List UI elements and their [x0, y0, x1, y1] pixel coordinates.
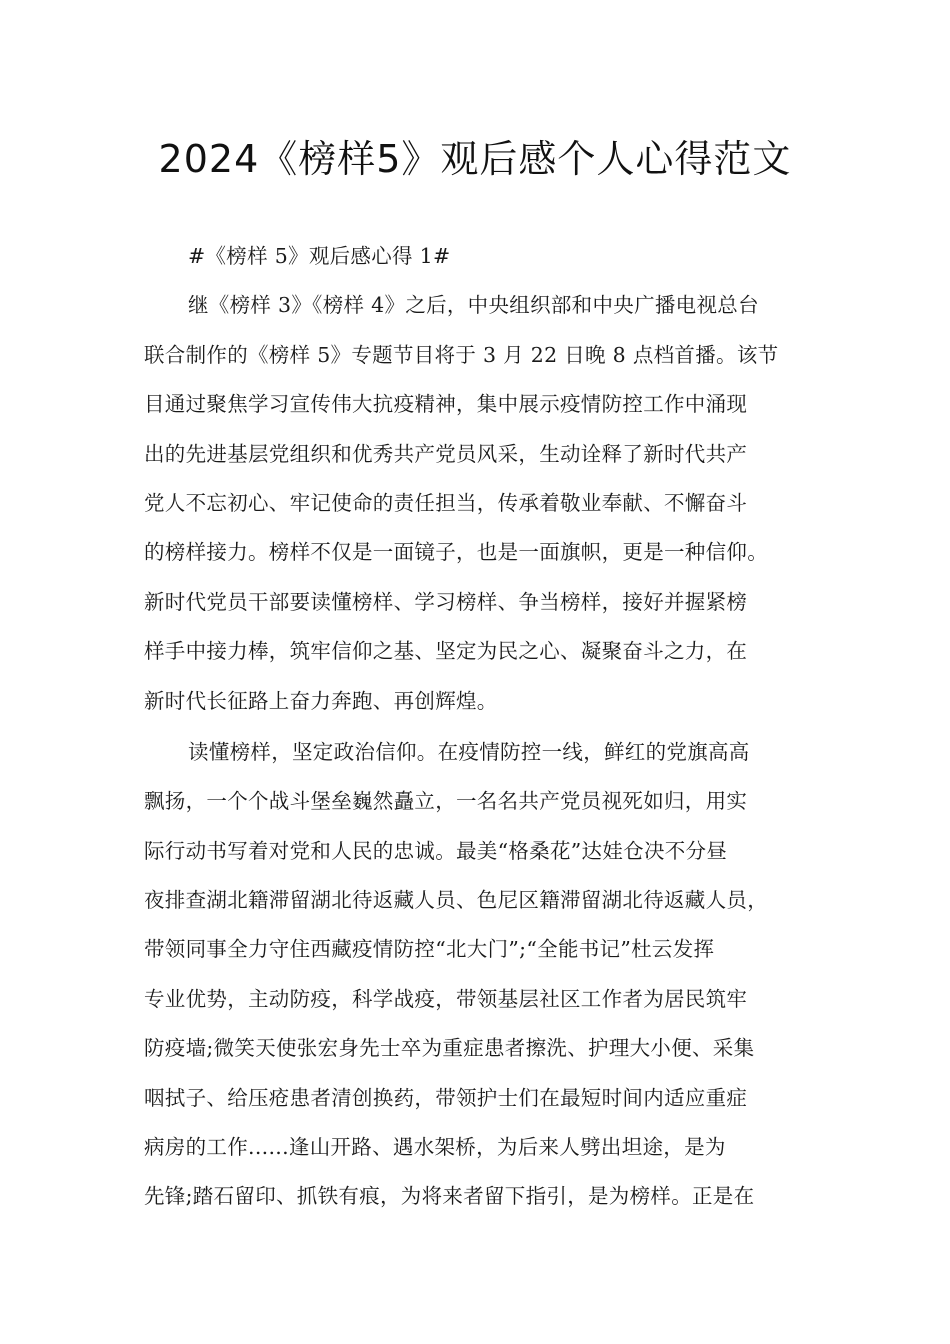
text-line: 读懂榜样，坚定政治信仰。在疫情防控一线，鲜红的党旗高高	[188, 739, 750, 764]
text-line: #《榜样 5》观后感心得 1#	[188, 244, 451, 268]
text-line: 新时代长征路上奋力奔跑、再创辉煌。	[144, 688, 498, 713]
text-line: 党人不忘初心、牢记使命的责任担当，传承着敬业奉献、不懈奋斗	[144, 490, 748, 515]
text-line: 继《榜样 3》《榜样 4》之后，中央组织部和中央广播电视总台	[188, 293, 759, 318]
document-body	[144, 232, 819, 1222]
text-line: 带领同事全力守住西藏疫情防控“北大门”;“全能书记”杜云发挥	[144, 937, 715, 962]
document-title: 2024《榜样5》观后感个人心得范文	[158, 137, 792, 181]
text-line: 新时代党员干部要读懂榜样、学习榜样、争当榜样，接好并握紧榜	[144, 589, 748, 614]
text-line: 出的先进基层党组织和优秀共产党员风采，生动诠释了新时代共产	[144, 441, 748, 466]
text-line: 际行动书写着对党和人民的忠诚。最美“格桑花”达娃仓决不分昼	[144, 838, 728, 863]
text-line: 夜排查湖北籍滞留湖北待返藏人员、色尼区籍滞留湖北待返藏人员，	[144, 888, 768, 913]
text-line: 病房的工作......逢山开路、遇水架桥，为后来人劈出坦途，是为	[144, 1135, 726, 1160]
text-line: 飘扬，一个个战斗堡垒巍然矗立，一名名共产党员视死如归，用实	[144, 789, 748, 814]
text-line: 咽拭子、给压疮患者清创换药，带领护士们在最短时间内适应重症	[144, 1085, 748, 1110]
text-line: 专业优势，主动防疫，科学战疫，带领基层社区工作者为居民筑牢	[144, 986, 748, 1011]
text-line: 的榜样接力。榜样不仅是一面镜子，也是一面旗帜，更是一种信仰。	[144, 540, 768, 565]
text-line: 样手中接力棒，筑牢信仰之基、坚定为民之心、凝聚奋斗之力，在	[144, 639, 748, 664]
text-line: 目通过聚焦学习宣传伟大抗疫精神，集中展示疫情防控工作中涌现	[144, 392, 748, 417]
text-line: 防疫墙;微笑天使张宏身先士卒为重症患者擦洗、护理大小便、采集	[144, 1036, 755, 1061]
text-line: 先锋;踏石留印、抓铁有痕，为将来者留下指引，是为榜样。正是在	[144, 1184, 755, 1209]
text-line: 联合制作的《榜样 5》专题节目将于 3 月 22 日晚 8 点档首播。该节	[144, 342, 779, 367]
